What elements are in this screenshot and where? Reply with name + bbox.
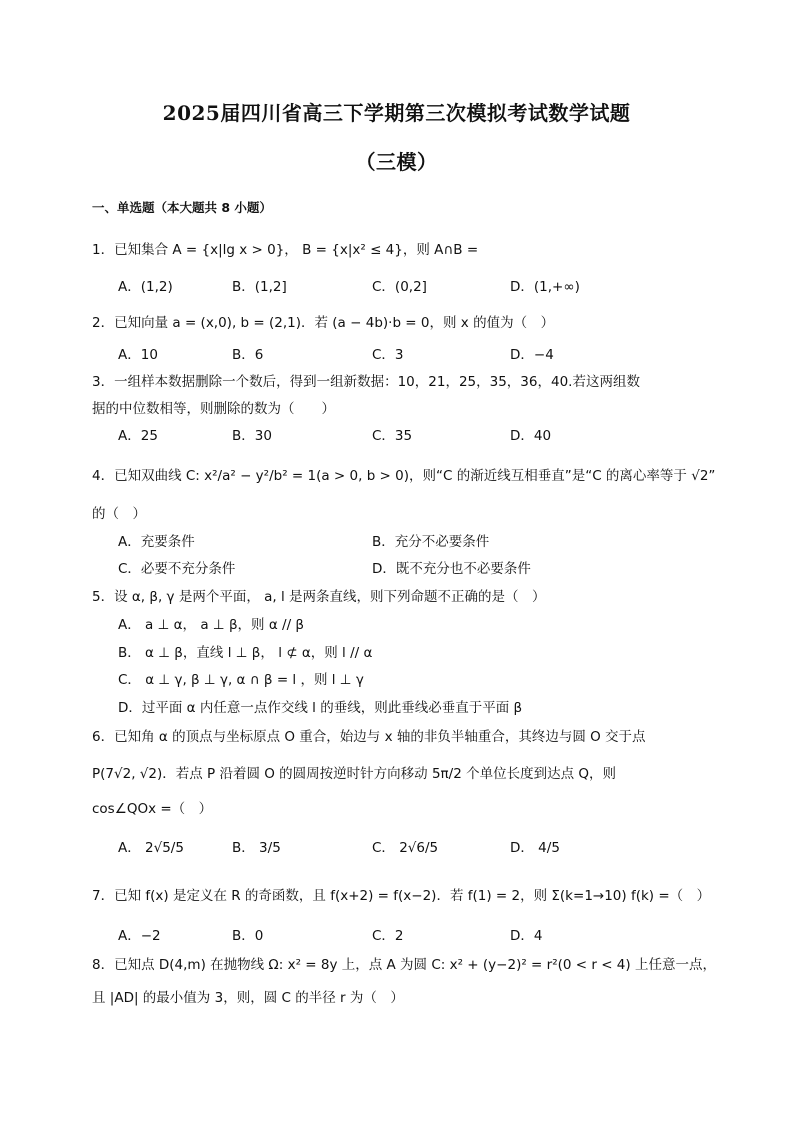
exam-title: 2025届四川省高三下学期第三次模拟考试数学试题 xyxy=(162,101,631,125)
question-5-stem: 5．设 α, β, γ 是两个平面， a, l 是两条直线，则下列命题不正确的是（ ） xyxy=(92,589,546,605)
question-1-option-d: D．(1,+∞) xyxy=(510,279,580,295)
question-1-stem: 1．已知集合 A = {x|lg x > 0}， B = {x|x² ≤ 4}，则 A∩B = xyxy=(92,242,479,258)
question-3-option-d: D．40 xyxy=(510,428,552,444)
question-7-option-b: B．0 xyxy=(232,928,264,944)
question-2-option-b: B．6 xyxy=(232,347,264,363)
question-2-option-a: A．10 xyxy=(118,347,158,363)
question-1-option-c: C．(0,2] xyxy=(372,279,427,295)
question-1-option-b: B．(1,2] xyxy=(232,279,287,295)
question-4-stem-line2: 的（ ） xyxy=(92,506,146,522)
question-1-option-a: A．(1,2) xyxy=(118,279,173,295)
exam-subtitle: （三模） xyxy=(355,150,438,174)
question-2-stem: 2．已知向量 a = (x,0), b = (2,1)．若 (a − 4b)·b = 0，则 x 的值为（ ） xyxy=(92,315,555,331)
question-5-option-a: A． a ⊥ α， a ⊥ β，则 α // β xyxy=(118,617,305,633)
question-6-stem-line2: P(7√2, √2)．若点 P 沿着圆 O 的圆周按逆时针方向移动 5π/2 个单位长度到达点 Q，则 xyxy=(92,766,617,782)
question-3-stem-line2: 据的中位数相等，则删除的数为（ ） xyxy=(92,401,335,417)
question-6-stem-line3: cos∠QOx =（ ） xyxy=(92,801,213,817)
question-5-option-d: D．过平面 α 内任意一点作交线 l 的垂线，则此垂线必垂直于平面 β xyxy=(118,700,523,716)
question-4-stem-line1: 4．已知双曲线 C: x²/a² − y²/b² = 1(a > 0, b > 0)，则“C 的渐近线互相垂直”是“C 的离心率等于 √2” xyxy=(92,468,716,484)
question-6-option-c: C． 2√6/5 xyxy=(372,840,439,856)
question-5-option-b: B． α ⊥ β，直线 l ⊥ β， l ⊄ α，则 l // α xyxy=(118,645,373,661)
question-4-option-a: A．充要条件 xyxy=(118,534,195,550)
question-7-option-c: C．2 xyxy=(372,928,404,944)
question-8-stem-line2: 且 |AD| 的最小值为 3，则，圆 C 的半径 r 为（ ） xyxy=(92,990,404,1006)
question-3-stem-line1: 3．一组样本数据删除一个数后，得到一组新数据：10，21，25，35，36，40.若这两组数 xyxy=(92,374,640,390)
question-6-option-b: B． 3/5 xyxy=(232,840,281,856)
question-7-option-d: D．4 xyxy=(510,928,543,944)
question-7-stem: 7．已知 f(x) 是定义在 R 的奇函数，且 f(x+2) = f(x−2)．若 f(1) = 2，则 Σ(k=1→10) f(k) =（ ） xyxy=(92,888,711,904)
question-3-option-a: A．25 xyxy=(118,428,158,444)
question-3-option-b: B．30 xyxy=(232,428,272,444)
section-heading: 一、单选题（本大题共 8 小题） xyxy=(92,200,272,215)
question-2-option-d: D．−4 xyxy=(510,347,554,363)
question-6-option-a: A． 2√5/5 xyxy=(118,840,184,856)
question-6-stem-line1: 6．已知角 α 的顶点与坐标原点 O 重合，始边与 x 轴的非负半轴重合，其终边与圆 O 交于点 xyxy=(92,729,646,745)
question-5-option-c: C． α ⊥ γ, β ⊥ γ, α ∩ β = l ，则 l ⊥ γ xyxy=(118,672,364,688)
question-2-option-c: C．3 xyxy=(372,347,404,363)
question-4-option-c: C．必要不充分条件 xyxy=(118,561,236,577)
question-8-stem-line1: 8．已知点 D(4,m) 在抛物线 Ω: x² = 8y 上，点 A 为圆 C: x² + (y−2)² = r²(0 < r < 4) 上任意一点， xyxy=(92,957,716,973)
question-7-option-a: A．−2 xyxy=(118,928,161,944)
question-6-option-d: D． 4/5 xyxy=(510,840,560,856)
question-3-option-c: C．35 xyxy=(372,428,413,444)
question-4-option-b: B．充分不必要条件 xyxy=(372,534,490,550)
question-4-option-d: D．既不充分也不必要条件 xyxy=(372,561,531,577)
